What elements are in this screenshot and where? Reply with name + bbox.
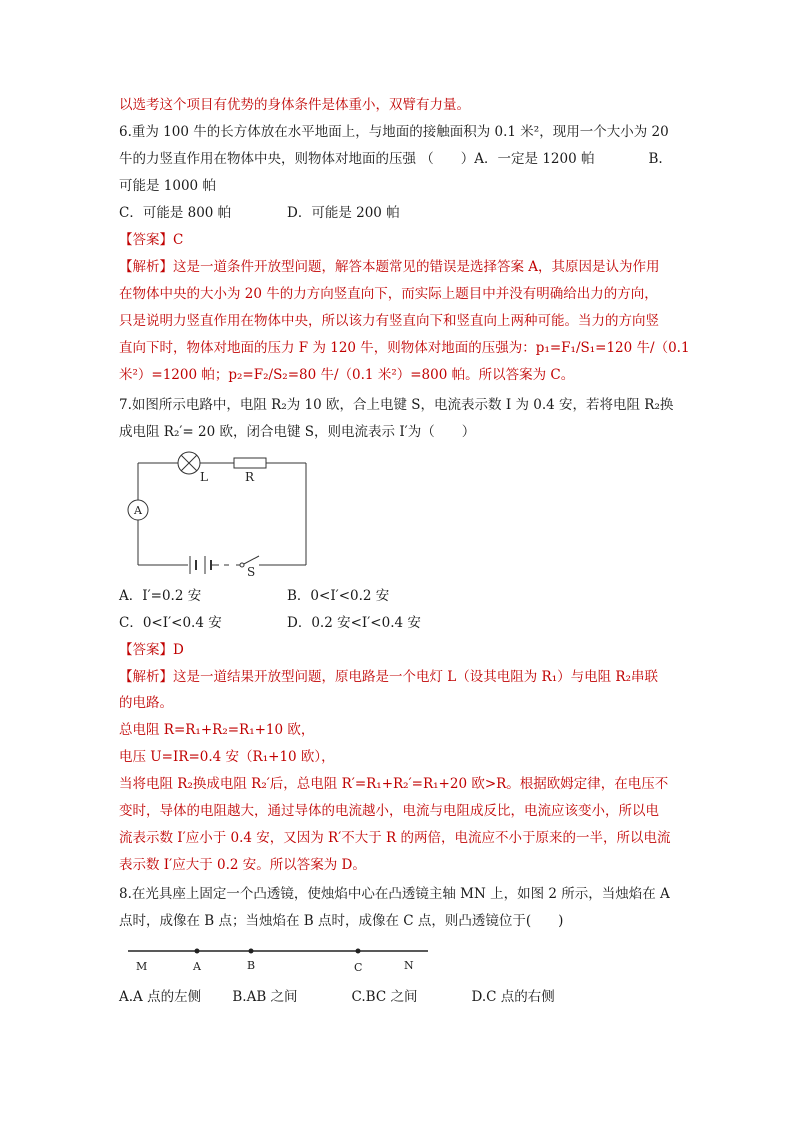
point-a xyxy=(195,949,200,954)
resistor-label: R xyxy=(245,470,255,484)
question-7-option-b: B．0<I′<0.2 安 xyxy=(287,588,390,604)
point-b xyxy=(249,949,254,954)
text-line: 变时，导体的电阻越大，通过导体的电流越小，电流与电阻成反比，电流应该变小，所以电 xyxy=(119,803,659,819)
text-line: 以选考这个项目有优势的身体条件是体重小，双臂有力量。 xyxy=(119,97,470,113)
question-8-stem: 8.在光具座上固定一个凸透镜，使烛焰中心在凸透镜主轴 MN 上，如图 2 所示，当烛焰在 A xyxy=(119,886,670,902)
question-6-stem: 6.重为 100 牛的长方体放在水平地面上，与地面的接触面积为 0.1 米²，现用一个大小为 20 xyxy=(119,124,669,140)
text-line: 表示数 I′应大于 0.2 安。所以答案为 D。 xyxy=(119,857,366,873)
lamp-icon xyxy=(178,452,200,474)
question-8-options: A.A 点的左侧 B.AB 之间 C.BC 之间 D.C 点的右侧 xyxy=(119,989,555,1005)
answer-value: C xyxy=(173,232,184,248)
text-line: 当将电阻 R₂换成电阻 R₂′后，总电阻 R′=R₁+R₂′=R₁+20 欧>R。根据欧姆定律，在电压不 xyxy=(119,776,669,792)
explanation-text: 这是一道结果开放型问题，原电路是一个电灯 L（设其电阻为 R₁）与电阻 R₂串联 xyxy=(173,669,658,685)
explanation-text: 这是一道条件开放型问题，解答本题常见的错误是选择答案 A，其原因是认为作用 xyxy=(173,259,660,275)
question-7-stem: 7.如图所示电路中，电阻 R₂为 10 欧，合上电键 S，电流表示数 I 为 0.4 安，若将电阻 R₂换 xyxy=(119,397,674,413)
axis-label-n: N xyxy=(404,959,414,972)
answer-value: D xyxy=(173,642,184,658)
question-7-answer xyxy=(119,641,184,659)
question-6-option-c: C．可能是 800 帕 xyxy=(119,205,232,221)
optical-axis-diagram xyxy=(120,940,440,980)
axis-label-b: B xyxy=(247,959,256,972)
battery-icon xyxy=(190,556,211,574)
question-7-option-a: A．I′=0.2 安 xyxy=(119,588,202,604)
text-line: 直向下时，物体对地面的压力 F 为 120 牛，则物体对地面的压强为：p₁=F₁/S₁=120 牛/（0.1 xyxy=(119,340,690,356)
text-line: 只是说明力竖直作用在物体中央，所以该力有竖直向下和竖直向上两种可能。当力的方向竖 xyxy=(119,313,659,329)
question-6-option-d: D．可能是 200 帕 xyxy=(287,205,400,221)
question-8-stem-cont: 点时，成像在 B 点；当烛焰在 B 点时，成像在 C 点，则凸透镜位于( ) xyxy=(119,913,564,929)
question-6-answer xyxy=(119,231,183,249)
question-6-explanation xyxy=(119,258,660,276)
text-line: 在物体中央的大小为 20 牛的力方向竖直向下，而实际上题目中并没有明确给出力的方向， xyxy=(119,286,658,302)
text-line: 流表示数 I′应小于 0.4 安，又因为 R′不大于 R 的两倍，电流应不小于原来的一半，所以电流 xyxy=(119,830,671,846)
text-line: 电压 U=IR=0.4 安（R₁+10 欧）， xyxy=(119,749,335,765)
ammeter-label: A xyxy=(134,504,142,517)
question-6-option-b: 可能是 1000 帕 xyxy=(119,178,216,194)
answer-tag: 【答案】 xyxy=(119,642,173,658)
question-7-option-c: C．0<I′<0.4 安 xyxy=(119,615,222,631)
circuit-diagram xyxy=(125,448,315,578)
question-7-stem-cont: 成电阻 R₂′= 20 欧，闭合电键 S，则电流表示 I′为（ ） xyxy=(119,424,476,440)
question-6-stem-cont: 牛的力竖直作用在物体中央，则物体对地面的压强 （ ）A．一定是 1200 帕 B. xyxy=(119,151,663,167)
explanation-tag: 【解析】 xyxy=(119,259,173,275)
axis-label-c: C xyxy=(354,961,363,974)
point-c xyxy=(356,949,361,954)
resistor-icon xyxy=(234,458,266,468)
switch-label: S xyxy=(247,565,256,578)
text-line: 米²）=1200 帕；p₂=F₂/S₂=80 牛/（0.1 米²）=800 帕。所以答案为 C。 xyxy=(119,367,575,383)
question-7-option-d: D．0.2 安<I′<0.4 安 xyxy=(287,615,421,631)
text-line: 的电路。 xyxy=(119,695,173,711)
answer-tag: 【答案】 xyxy=(119,232,173,248)
explanation-tag: 【解析】 xyxy=(119,669,173,685)
axis-label-m: M xyxy=(136,960,148,973)
switch-icon xyxy=(240,563,244,567)
text-line: 总电阻 R=R₁+R₂=R₁+10 欧， xyxy=(119,722,315,738)
axis-label-a: A xyxy=(193,960,201,973)
lamp-label: L xyxy=(200,470,208,484)
question-7-explanation xyxy=(119,668,658,686)
